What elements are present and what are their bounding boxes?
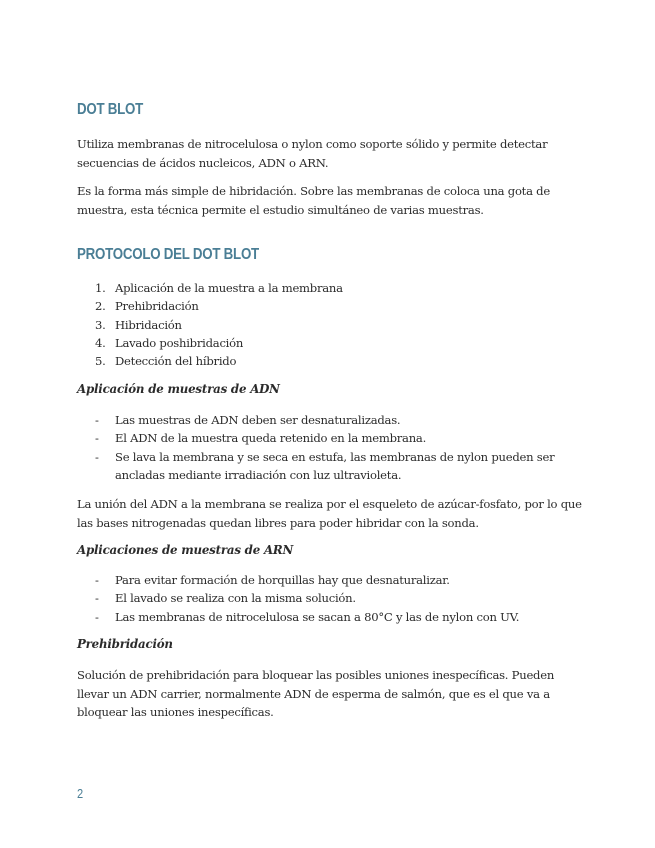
list-item-text: Aplicación de la muestra a la membrana (115, 281, 343, 295)
list-item-text: Hibridación (115, 317, 182, 332)
list-marker: 3. (95, 317, 106, 332)
heading-dot-blot: DOT BLOT (77, 101, 144, 118)
list-item-text: Se lava la membrana y se seca en estufa, las membranas de nylon pueden ser ancladas mediante irradiación con luz ultravioleta. (115, 449, 555, 482)
list-item-text: Lavado poshibridación (115, 335, 244, 350)
list-marker: - (95, 609, 99, 624)
list-item-text: El lavado se realiza con la misma solución. (115, 591, 356, 606)
list-item (77, 279, 582, 297)
protocol-steps-list (77, 279, 582, 370)
paragraph-adn-binding: La unión del ADN a la membrana se realiza por el esqueleto de azúcar-fosfato, por lo que las bases nitrogenadas quedan libres para poder hibridar con la sonda. (77, 497, 582, 530)
list-marker: - (95, 591, 99, 606)
list-item (77, 334, 582, 352)
list-item-text: Para evitar formación de horquillas hay que desnaturalizar. (115, 573, 450, 587)
list-item-text: Las membranas de nitrocelulosa se sacan a 80°C y las de nylon con UV. (115, 609, 520, 624)
adn-items-list (77, 411, 582, 484)
list-item (77, 608, 582, 626)
list-item-text: Prehibridación (115, 299, 199, 314)
list-marker: 5. (95, 354, 106, 369)
list-item (77, 571, 582, 589)
list-marker: - (95, 413, 99, 427)
subheading-arn: Aplicaciones de muestras de ARN (77, 543, 294, 557)
subheading-adn: Aplicación de muestras de ADN (77, 382, 280, 396)
subheading-prehibridacion: Prehibridación (77, 637, 173, 651)
list-item (77, 589, 582, 607)
list-marker: - (95, 573, 99, 587)
list-marker: - (95, 449, 99, 464)
arn-items-list (77, 571, 582, 626)
paragraph-dot-blot-intro: Utiliza membranas de nitrocelulosa o nylon como soporte sólido y permite detectar secuencias de ácidos nucleicos, ADN o ARN. (77, 137, 548, 170)
list-item-text: Detección del híbrido (115, 354, 237, 369)
paragraph-prehibridacion: Solución de prehibridación para bloquear las posibles uniones inespecíficas. Pueden llevar un ADN carrier, normalmente ADN de esperma de salmón, que es el que va a bloquear las uniones inespecíficas. (77, 668, 555, 719)
paragraph-dot-blot-hybridization: Es la forma más simple de hibridación. Sobre las membranas de coloca una gota de muestra, esta técnica permite el estudio simultáneo de varias muestras. (77, 184, 550, 217)
list-item (77, 448, 582, 485)
list-item (77, 297, 582, 315)
list-marker: 2. (95, 299, 106, 314)
list-marker: 1. (95, 281, 106, 295)
list-item-text: El ADN de la muestra queda retenido en la membrana. (115, 431, 427, 446)
list-item-text: Las muestras de ADN deben ser desnaturalizadas. (115, 413, 401, 427)
list-item (77, 352, 582, 370)
heading-protocol: PROTOCOLO DEL DOT BLOT (77, 246, 259, 263)
list-item (77, 411, 582, 429)
list-marker: 4. (95, 335, 106, 350)
list-item (77, 316, 582, 334)
list-marker: - (95, 431, 99, 446)
list-item (77, 429, 582, 447)
page-number: 2 (77, 786, 84, 801)
